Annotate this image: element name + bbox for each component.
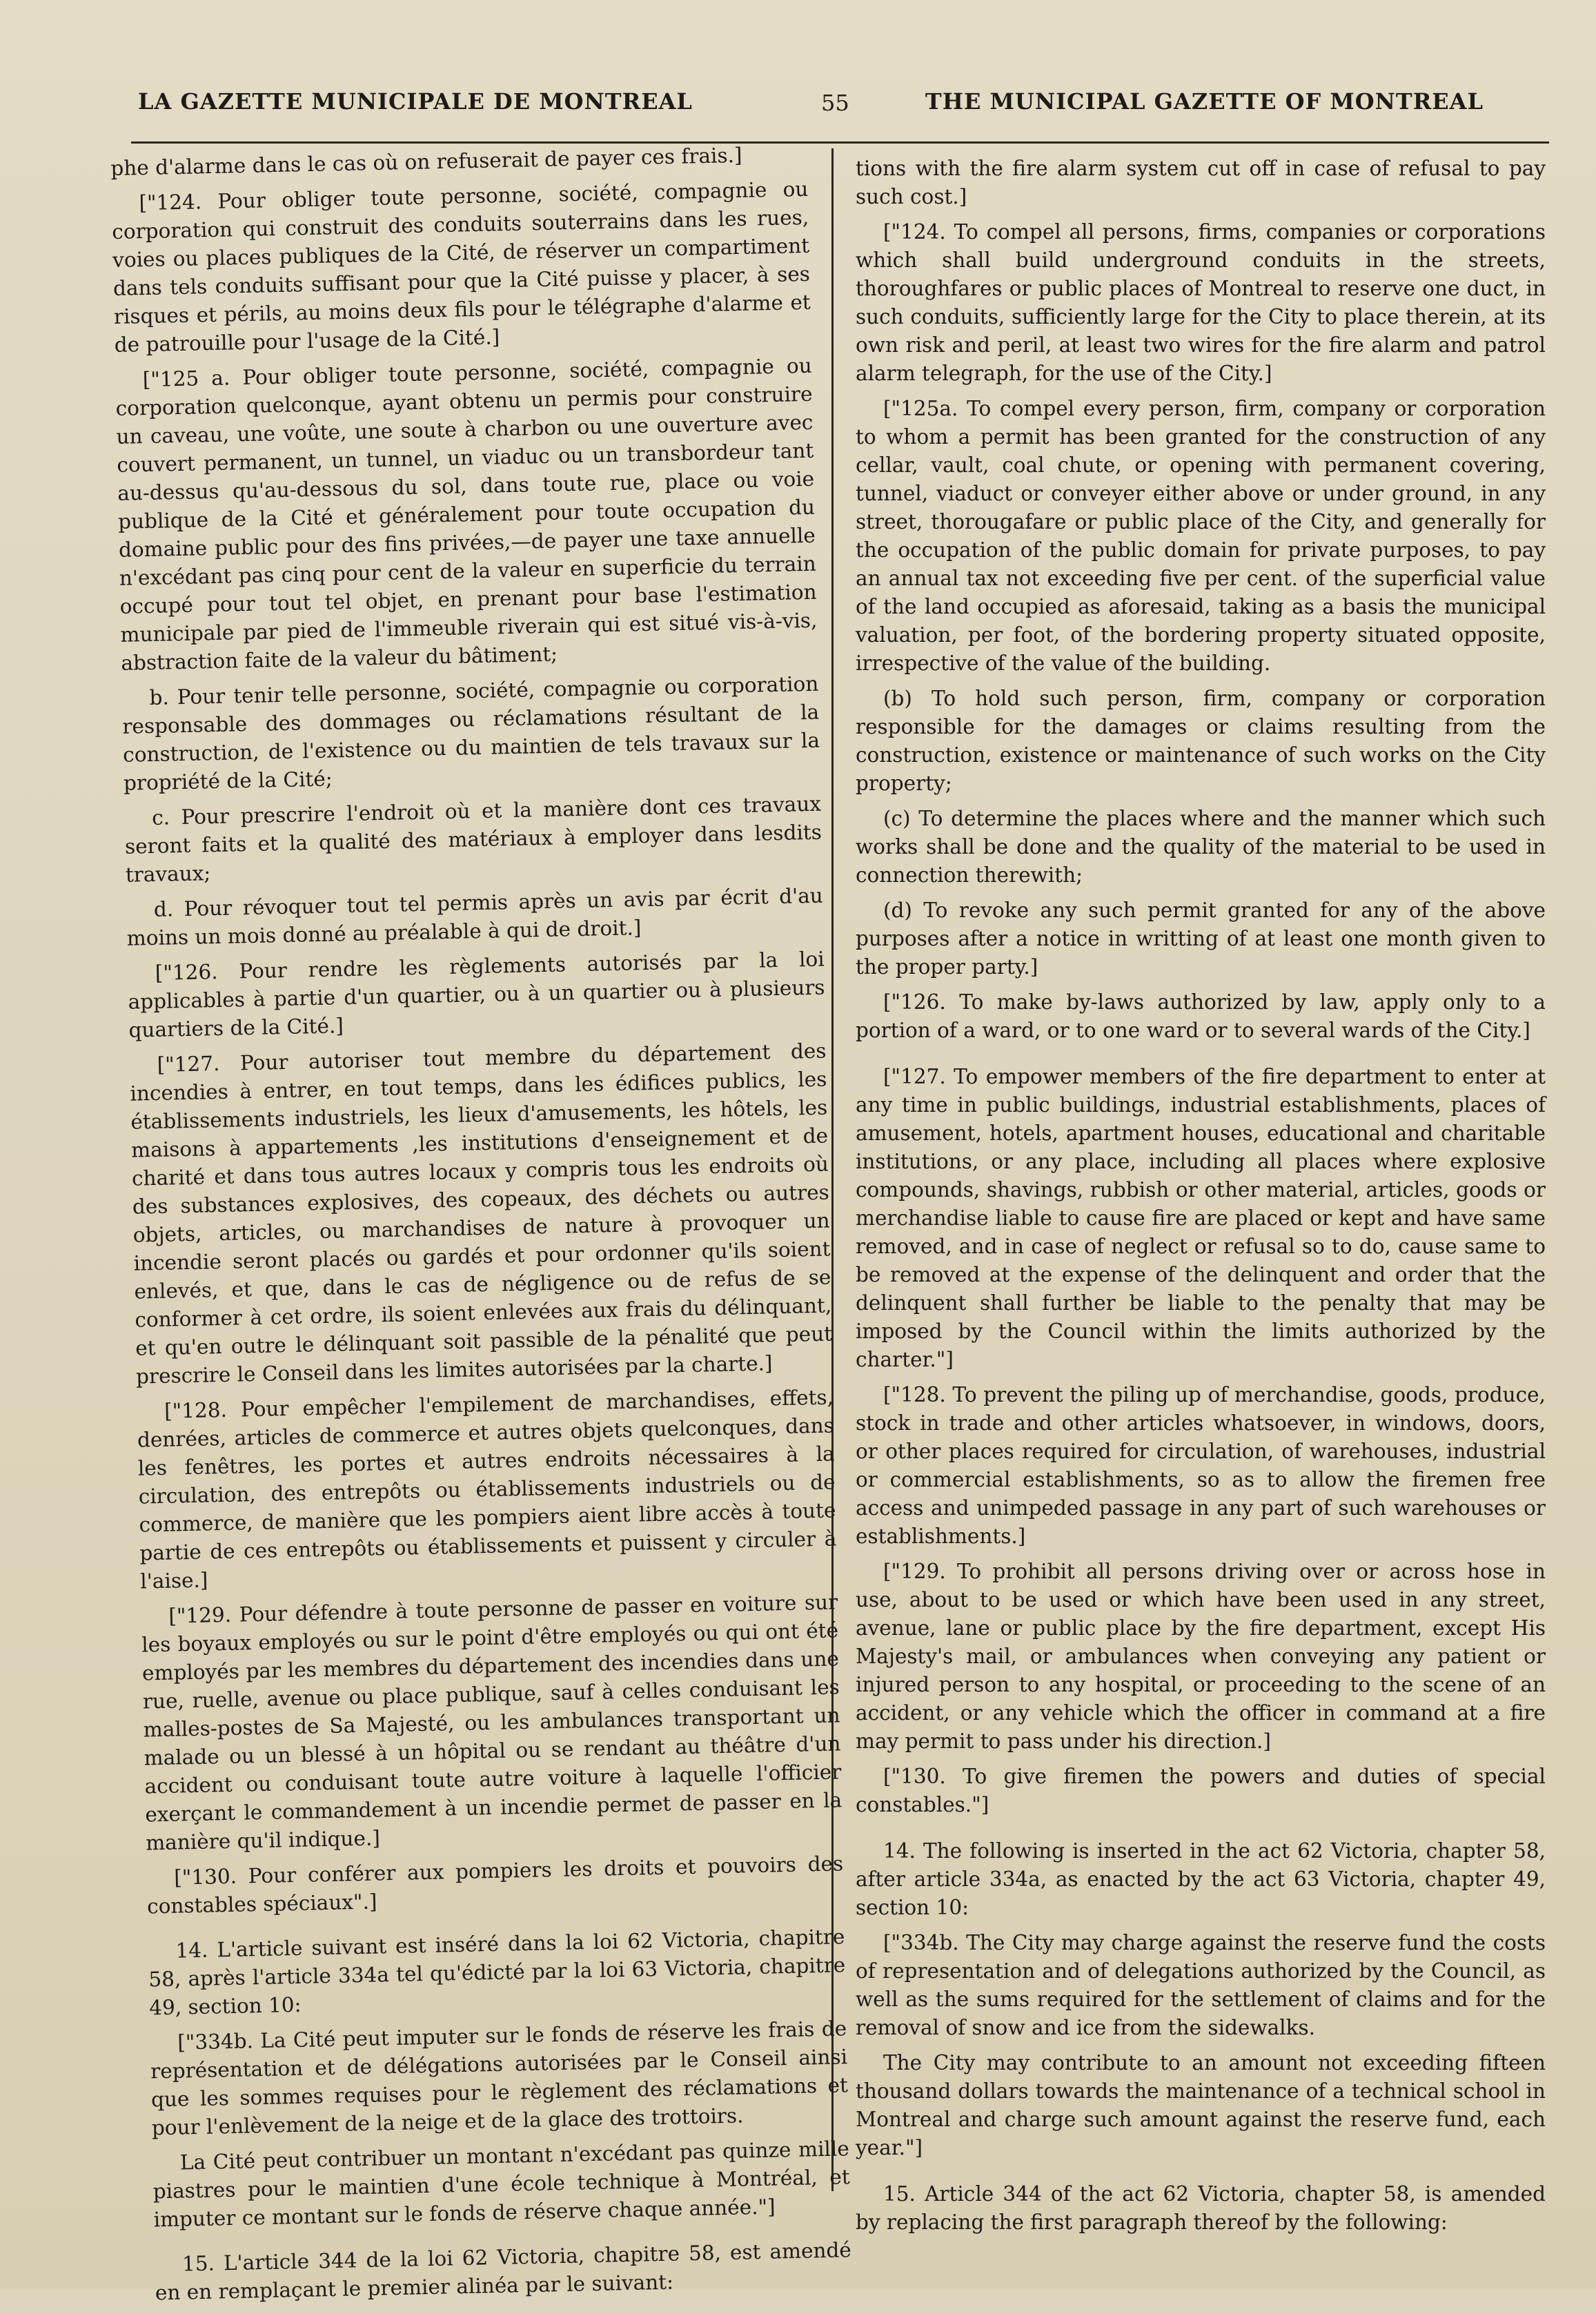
header-rule bbox=[131, 141, 1549, 144]
french-paragraph: c. Pour prescrire l'endroit où et la manière dont ces travaux seront faits et la qualité des matériaux à employer dans lesdits travaux; bbox=[124, 792, 822, 887]
english-paragraph: ["128. To prevent the piling up of merchandise, goods, produce, stock in trade and other articles whatsoever, in windows, doors, or other places required for circulation, of warehouses, industrial or commercial establishments, so as to allow the firemen free access and unimpeded passage in any part of such warehouses or establishments.] bbox=[856, 1383, 1546, 1548]
french-paragraph: b. Pour tenir telle personne, société, compagnie ou corporation responsable des dommages ou réclamations résultant de la construction, de l'existence ou du maintien de tels travaux sur la propriété de la Cité; bbox=[122, 671, 820, 795]
english-column bbox=[856, 155, 1546, 2244]
header-french-title: LA GAZETTE MUNICIPALE DE MONTREAL bbox=[138, 88, 693, 115]
english-paragraph: ["130. To give firemen the powers and duties of special constables."] bbox=[856, 1765, 1546, 1816]
french-paragraph: ["334b. La Cité peut imputer sur le fonds de réserve les frais de représentation et de délégations autorisées par le Conseil ainsi que les sommes requises pour le règlement des réclamations et pour l'enlèvement de la neige et de la glace des trottoirs. bbox=[150, 2017, 849, 2140]
english-paragraph: ["124. To compel all persons, firms, companies or corporations which shall build underground conduits in the streets, thoroughfares or public places of Montreal to reserve one duct, in such conduits, sufficiently large for the City to place therein, at its own risk and peril, at least two wires for the fire alarm and patrol alarm telegraph, for the use of the City.] bbox=[856, 220, 1546, 385]
english-paragraph: (b) To hold such person, firm, company or corporation responsible for the damages or claims resulting from the construction, existence or maintenance of such works on the City property; bbox=[856, 687, 1546, 795]
french-paragraph: La Cité peut contribuer un montant n'excédant pas quinze mille piastres pour le maintien d'une école technique à Montréal, et imputer ce montant sur le fonds de réserve chaque année."] bbox=[152, 2137, 850, 2232]
french-column bbox=[110, 140, 852, 2314]
french-paragraph: ["125 a. Pour obliger toute personne, société, compagnie ou corporation quelconque, ayant obtenu un permis pour construire un caveau, une voûte, une soute à charbon ou une ouverture avec couvert permanent, un tunnel, un viaduc ou un transbordeur tant au-dessus qu'au-dessous du sol, dans toute rue, place ou voie publique de la Cité et généralement pour toute occupation du domaine public pour des fins privées,—de payer une taxe annuelle n'excédant pas cinq pour cent de la valeur en superficie du terrain occupé pour tout tel objet, en prenant pour base l'estimation municipale par pied de l'immeuble riverain qui est situé vis-à-vis, abstraction faite de la valeur du bâtiment; bbox=[115, 353, 818, 675]
french-paragraph: ["127. Pour autoriser tout membre du département des incendies à entrer, en tout temps, dans les édifices publics, les établissements industriels, les lieux d'amusements, les hôtels, les maisons à appartements ,les institutions d'enseignement et de charité et dans tous autres locaux y compris tous les endroits où des substances explosives, des copeaux, des déchets ou autres objets, articles, ou marchandises de nature à provoquer un incendie seront placés ou gardés et pour ordonner qu'ils soient enlevés, et que, dans le cas de négligence ou de refus de se conformer à cet ordre, ils soient enlevées aux frais du délinquant, et qu'en outre le délinquant soit passible de la pénalité que peut prescrire le Conseil dans les limites autorisées par la charte.] bbox=[130, 1039, 833, 1389]
english-paragraph: ["334b. The City may charge against the reserve fund the costs of representation and of delegations authorized by the Council, as well as the sums required for the settlement of claims and for the removal of snow and ice from the sidewalks. bbox=[856, 1931, 1546, 2039]
french-paragraph: d. Pour révoquer tout tel permis après un avis par écrit d'au moins un mois donné au préalable à qui de droit.] bbox=[126, 883, 824, 950]
english-paragraph: ["125a. To compel every person, firm, company or corporation to whom a permit has been granted for the construction of any cellar, vault, coal chute, or opening with permanent covering, tunnel, viaduct or conveyer either above or under ground, in any street, thorougafare or public place of the City, and generally for the occupation of the public domain for private purposes, to pay an annual tax not exceeding five per cent. of the superficial value of the land occupied as aforesaid, taking as a basis the municipal valuation, per foot, of the bordering property situated opposite, irrespective of the value of the building. bbox=[856, 397, 1546, 675]
french-paragraph: ["126. Pour rendre les règlements autorisés par la loi applicables à partie d'un quartier, ou à un quartier ou à plusieurs quartiers de la Cité.] bbox=[128, 947, 825, 1042]
french-paragraph: phe d'alarme dans le cas où on refuserait de payer ces frais.] bbox=[110, 143, 742, 180]
english-paragraph: 14. The following is inserted in the act 62 Victoria, chapter 58, after article 334a, as enacted by the act 63 Victoria, chapter 49, section 10: bbox=[856, 1839, 1546, 1919]
page-number: 55 bbox=[821, 90, 849, 116]
english-paragraph: (c) To determine the places where and the manner which such works shall be done and the quality of the material to be used in connection therewith; bbox=[856, 807, 1546, 887]
french-paragraph: 14. L'article suivant est inséré dans la loi 62 Victoria, chapitre 58, après l'article 334a tel qu'édicté par la loi 63 Victoria, chapitre 49, section 10: bbox=[148, 1925, 846, 2020]
french-paragraph: ["128. Pour empêcher l'empilement de marchandises, effets, denrées, articles de commerce et autres objets quelconques, dans les fenêtres, les portes et autres endroits nécessaires à la circulation, des entrepôts ou établissements industriels ou de commerce, de manière que les pompiers aient libre accès à toute partie de ces entrepôts ou établissements et puissent y circuler à l'aise.] bbox=[137, 1385, 837, 1594]
english-paragraph: tions with the fire alarm system cut off in case of refusal to pay such cost.] bbox=[856, 157, 1546, 208]
french-paragraph: 15. L'article 344 de la loi 62 Victoria, chapitre 58, est amendé en en remplaçant le premier alinéa par le suivant: bbox=[155, 2238, 852, 2305]
english-paragraph: 15. Article 344 of the act 62 Victoria, chapter 58, is amended by replacing the first paragraph thereof by the following: bbox=[856, 2182, 1546, 2234]
english-paragraph: ["129. To prohibit all persons driving over or across hose in use, about to be used or which have been used in any street, avenue, lane or public place by the fire department, except His Majesty's mail, or ambulances when conveying any patient or injured person to any hospital, or proceeding to the scene of an accident, or any vehicle which the officer in command at a fire may permit to pass under his direction.] bbox=[856, 1560, 1546, 1753]
french-paragraph: ["124. Pour obliger toute personne, société, compagnie ou corporation qui construit des conduits souterrains dans les rues, voies ou places publiques de la Cité, de réserver un compartiment dans tels conduits suffisant pour que la Cité puisse y placer, à ses risques et périls, au moins deux fils pour le télégraphe d'alarme et de patrouille pour l'usage de la Cité.] bbox=[111, 177, 811, 357]
english-paragraph: (d) To revoke any such permit granted for any of the above purposes after a notice in writting of at least one month given to the proper party.] bbox=[856, 899, 1546, 979]
french-paragraph: ["130. Pour conférer aux pompiers les droits et pouvoirs des constables spéciaux".] bbox=[146, 1852, 844, 1919]
english-paragraph: ["127. To empower members of the fire department to enter at any time in public buildings, industrial establishments, places of amusement, hotels, apartment houses, educational and charitable institutions, or any place, including all places where explosive compounds, shavings, rubbish or other material, articles, goods or merchandise liable to cause fire are placed or kept and have same removed, and in case of neglect or refusal so to do, cause same to be removed at the expense of the delinquent and order that the delinquent shall further be liable to the penalty that may be imposed by the Council within the limits authorized by the charter."] bbox=[856, 1065, 1546, 1371]
english-paragraph: The City may contribute to an amount not exceeding fifteen thousand dollars towards the maintenance of a technical school in Montreal and charge such amount against the reserve fund, each year."] bbox=[856, 2051, 1546, 2159]
page-header bbox=[131, 88, 1484, 123]
english-paragraph: ["126. To make by-laws authorized by law, apply only to a portion of a ward, or to one ward or to several wards of the City.] bbox=[856, 990, 1546, 1042]
french-paragraph: ["129. Pour défendre à toute personne de passer en voiture sur les boyaux employés ou sur le point d'être employés ou qui ont été employés par les membres du département des incendies dans une rue, ruelle, avenue ou place publique, sauf à celles conduisant les malles-postes de Sa Majesté, ou les ambulances transportant un malade ou un blessé à un hôpital ou se rendant au théâtre d'un accident ou conduisant toute autre voiture à laquelle l'officier exerçant le commandement à un incendie permet de passer en la manière qu'il indique.] bbox=[141, 1590, 843, 1855]
header-english-title: THE MUNICIPAL GAZETTE OF MONTREAL bbox=[925, 88, 1484, 115]
